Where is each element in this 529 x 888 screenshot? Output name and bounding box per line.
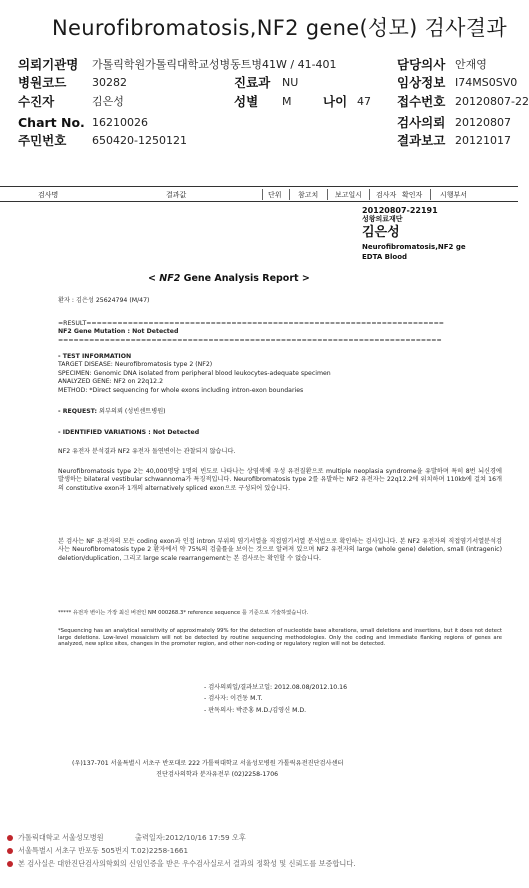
doctor-label: 담당의사 — [397, 57, 446, 72]
reference-note: ***** 유전자 변이는 가장 최신 버전인 NM 000268.3* reference sequence 를 기준으로 기술하였습니다. — [58, 610, 309, 616]
footer-print-date: 출력일자:2012/10/16 17:59 오후 — [135, 833, 246, 842]
column-confirmer: 확인자 — [402, 191, 423, 199]
column-divider — [430, 189, 431, 200]
request-label: - REQUEST: — [58, 408, 98, 415]
column-divider — [289, 189, 290, 200]
column-report-time: 보고일시 — [335, 191, 363, 199]
patient-line-block — [58, 297, 502, 305]
hospital-code-label: 병원코드 — [18, 75, 67, 90]
patient-value: 김은성 — [92, 95, 124, 108]
report-date-value: 20121017 — [455, 134, 511, 147]
summary-block — [58, 448, 502, 456]
sex-value: M — [282, 95, 292, 108]
header-row-chart — [18, 114, 518, 132]
page-footer — [0, 832, 518, 871]
bullet-icon — [7, 835, 13, 841]
patient-box-accession: 20120807-22191 — [362, 206, 438, 215]
reader-line: - 판독의사: 박준홍 M.D./김영신 M.D. — [204, 706, 307, 714]
report-title — [148, 273, 310, 284]
patient-info-box — [362, 206, 518, 262]
age-value: 47 — [357, 95, 371, 108]
fine-print: *Sequencing has an analytical sensitivity of approximately 99% for the detection of nucleotide base alterations, small deletions and insertions, but it does not detect large deletions. Low-level mosaicism will not be detected by routine sequencing methodologies. Only the coding and immediate flanking regions of genes are analyzed, new splice sites, changes in the promoter region, and other non-coding or regulatory region will not be detected. — [58, 628, 502, 648]
address-line-2: 진단검사의학과 분자유전부 (02)2258-1706 — [156, 771, 279, 779]
column-tester: 검사자 — [376, 191, 397, 199]
footer-row-2 — [0, 845, 518, 858]
column-department: 시행부서 — [440, 191, 468, 199]
date-line: - 검사의뢰일/결과보고일: 2012.08.08/2012.10.16 — [204, 684, 348, 691]
test-information-block — [58, 353, 502, 395]
request-date-label: 검사의뢰 — [397, 115, 446, 130]
clinical-info-value: I74MS0SV0 — [455, 76, 518, 89]
accession-label: 접수번호 — [397, 94, 446, 109]
address-block — [72, 760, 516, 780]
report-title-post: Gene Analysis Report > — [180, 273, 310, 284]
paragraph-2-text: 본 검사는 NF 유전자의 모든 coding exon과 인접 intron 부위의 염기서열을 직접염기서열 분석법으로 확인하는 검사입니다. 본 NF2 유전자의 직접염기서열분석검사는 Neurofibromatosis type 2 환자에서 약 75%의 검출률을 보이는 것으로 알려져 있으며 NF2 유전자의 large (whole gene) deletion, small (intragenic) deletion/duplication, 그리고 large scale rearrangement는 본 검사로는 확인할 수 없습니다. — [58, 538, 502, 562]
bullet-icon — [7, 861, 13, 867]
footer-row-3 — [0, 858, 518, 871]
header-row-institution — [18, 56, 518, 74]
report-date-label: 결과보고 — [397, 133, 446, 148]
column-reference: 참고치 — [298, 191, 319, 199]
specimen-line: SPECIMEN: Genomic DNA isolated from peripheral blood leukocytes-adequate specimen — [58, 369, 331, 377]
report-patient-line: 환자 : 김은성 25624794 (M/47) — [58, 297, 150, 304]
header-row-id — [18, 132, 518, 150]
institution-label: 의뢰기관명 — [18, 57, 79, 72]
age-label: 나이 — [323, 94, 348, 109]
patient-box-name: 김은성 — [362, 225, 400, 240]
test-info-heading: - TEST INFORMATION — [58, 353, 132, 360]
signature-block — [204, 684, 502, 715]
department-value: NU — [282, 76, 299, 89]
method-line: METHOD: *Direct sequencing for whole exons including intron-exon boundaries — [58, 386, 304, 394]
description-paragraph-1 — [58, 468, 502, 493]
mutation-result-text: NF2 Gene Mutation : Not Detected — [58, 328, 179, 336]
header-row-patient — [18, 93, 529, 111]
analyzed-gene: ANALYZED GENE: NF2 on 22q12.2 — [58, 378, 164, 386]
page-title: Neurofibromatosis,NF2 gene(성모) 검사결과 — [52, 16, 507, 40]
department-label: 진료과 — [234, 75, 271, 90]
resident-no-label: 주민번호 — [18, 133, 67, 148]
clinical-info-label: 임상정보 — [397, 75, 446, 90]
result-separator: =RESULT===================================================================== — [58, 320, 444, 327]
bullet-icon — [7, 848, 13, 854]
reference-note-block — [58, 610, 502, 617]
report-title-pre: < — [148, 273, 160, 284]
doctor-value: 안재영 — [455, 58, 487, 71]
equals-separator: ========================================================================== — [58, 336, 442, 344]
footer-hospital: 가톨릭대학교 서울성모병원 — [18, 833, 104, 842]
description-paragraph-2 — [58, 538, 502, 563]
column-result: 결과값 — [166, 191, 187, 199]
patient-box-test: Neurofibromatosis,NF2 ge — [362, 243, 466, 251]
tester-line: - 검사자: 이건동 M.T. — [204, 695, 263, 703]
result-block — [58, 320, 502, 345]
identified-block — [58, 429, 502, 437]
footer-address: 서울특별시 서초구 반포동 505번지 T.02)2258-1661 — [18, 846, 189, 855]
address-line-1: (우)137-701 서울특별시 서초구 반포대로 222 가톨릭대학교 서울성모병원 가톨릭유전진단검사센터 — [72, 760, 344, 767]
footer-certification: 본 검사실은 대한진단검사의학회의 신임인증을 받은 우수검사실로서 결과의 정확성 및 신뢰도를 보증합니다. — [18, 859, 356, 868]
header-row-hospital — [18, 74, 518, 92]
institution-value: 가톨릭학원가톨릭대학교성병동트병41W / 41-401 — [92, 58, 337, 71]
report-header — [18, 56, 529, 152]
patient-label: 수진자 — [18, 94, 55, 109]
accession-value: 20120807-22 — [455, 95, 529, 108]
column-divider — [262, 189, 263, 200]
request-block — [58, 408, 502, 416]
request-date-value: 20120807 — [455, 116, 511, 129]
column-unit: 단위 — [268, 191, 282, 199]
result-column-header — [0, 186, 518, 202]
patient-box-org: 성왕의료재단 — [362, 215, 403, 223]
chart-no-value: 16210026 — [92, 116, 148, 129]
mutation-result — [58, 328, 502, 336]
target-disease: TARGET DISEASE: Neurofibromatosis type 2 (NF2) — [58, 361, 213, 369]
identified-variations: - IDENTIFIED VARIATIONS : Not Detected — [58, 429, 200, 436]
patient-box-specimen: EDTA Blood — [362, 253, 408, 261]
paragraph-1-text: Neurofibromatosis type 2는 40,000명당 1명의 빈도로 나타나는 상염색체 우성 유전질환으로 multiple neoplasia syndrome을 유발하며 특히 8번 뇌신경에 발생하는 bilateral vestibular schwannoma가 특징적입니다. Neurofibromatosis type 2를 유발하는 NF2 유전자는 22q12.2에 위치하며 110kb에 걸쳐 16개의 constitutive exon과 1개의 alternatively spliced exon으로 구성되어 있습니다. — [58, 468, 502, 492]
resident-no-value: 650420-1250121 — [92, 134, 187, 147]
chart-no-label: Chart No. — [18, 115, 85, 130]
column-divider — [369, 189, 370, 200]
sex-label: 성별 — [234, 94, 259, 109]
request-value: 외부의뢰 (성빈센트병원) — [97, 408, 166, 415]
column-divider — [327, 189, 328, 200]
hospital-code-value: 30282 — [92, 76, 127, 89]
fine-print-block — [58, 628, 502, 648]
summary-line: NF2 유전자 분석결과 NF2 유전자 돌연변이는 관찰되지 않습니다. — [58, 448, 236, 455]
request-line — [58, 408, 502, 416]
report-title-gene: NF2 — [159, 273, 181, 284]
column-test-name: 검사명 — [38, 191, 59, 199]
footer-row-1 — [0, 832, 518, 845]
